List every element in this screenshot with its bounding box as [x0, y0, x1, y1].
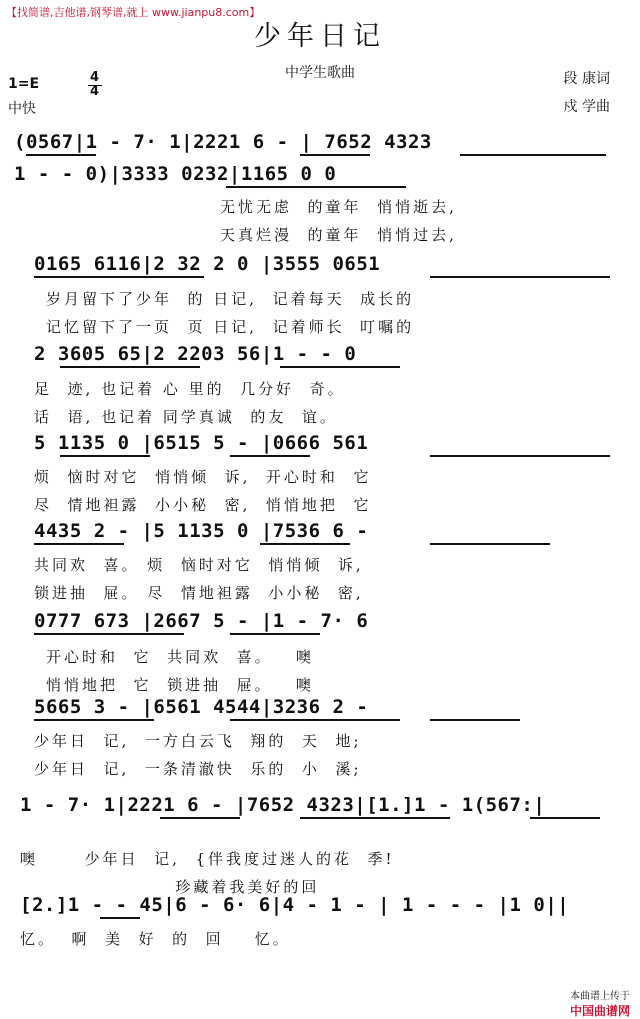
lyric-2-verse-2: 天真烂漫 的童年 悄悄过去,: [220, 226, 457, 244]
music-line-2: 1 - - 0)|3333 0232|1165 0 0: [14, 163, 337, 185]
lyric-4-verse-2: 话 语, 也记着 同学真诚 的友 谊。: [34, 408, 338, 426]
lyric-8-verse-2: 少年日 记, 一条清澈快 乐的 小 溪;: [34, 760, 362, 778]
lyric-8-verse-1: 少年日 记, 一方白云飞 翔的 天 地;: [34, 732, 362, 750]
music-line-7: 0777 673 |2667 5 - |1 - 7· 6: [34, 610, 369, 632]
beam: [260, 543, 350, 545]
beam: [460, 154, 606, 156]
lyric-2-verse-1: 无忧无虑 的童年 悄悄逝去,: [220, 198, 457, 216]
beam: [34, 633, 184, 635]
source-link[interactable]: 【找简谱,吉他谱,钢琴谱,就上 www.jianpu8.com】: [6, 6, 261, 19]
beam: [26, 154, 96, 156]
beam: [230, 455, 310, 457]
music-line-9: 1 - 7· 1|2221 6 - |7652 4323|[1.]1 - 1(567:|: [20, 794, 546, 816]
beam: [430, 719, 520, 721]
music-line-4: 2 3605 65|2 2203 56|1 - - 0: [34, 343, 357, 365]
lyric-3-verse-1: 岁月留下了少年 的 日记, 记着每天 成长的: [46, 290, 415, 308]
time-signature-top: 4: [90, 70, 100, 85]
composer-credit: 戍 学曲: [563, 99, 610, 115]
beam: [34, 719, 154, 721]
lyric-4-verse-1: 足 迹, 也记着 心 里的 几分好 奇。: [34, 380, 346, 398]
beam: [226, 186, 406, 188]
upload-note: 本曲谱上传于: [569, 991, 630, 1002]
music-line-5: 5 1135 0 |6515 5 - |0666 561: [34, 432, 369, 454]
music-line-8: 5665 3 - |6561 4544|3236 2 -: [34, 696, 369, 718]
beam: [280, 366, 400, 368]
key-signature: [8, 70, 108, 100]
music-line-10: [2.]1 - - 45|6 - 6· 6|4 - 1 - | 1 - - - |1 0||: [20, 894, 570, 916]
beam: [300, 154, 370, 156]
lyric-5-verse-1: 烦 恼时对它 悄悄倾 诉, 开心时和 它: [34, 468, 372, 486]
key-label: 1=E: [8, 76, 40, 92]
site-logo[interactable]: 中国曲谱网: [569, 1004, 630, 1018]
music-line-1: (0567|1 - 7· 1|2221 6 - | 7652 4323: [14, 131, 432, 153]
beam: [430, 276, 610, 278]
beam: [430, 543, 550, 545]
music-line-6: 4435 2 - |5 1135 0 |7536 6 -: [34, 520, 369, 542]
lyric-7-verse-2: 悄悄地把 它 锁进抽 屉。 噢: [46, 676, 314, 694]
tempo-marking: 中快: [8, 101, 36, 117]
beam: [300, 817, 450, 819]
beam: [530, 817, 600, 819]
lyric-3-verse-2: 记忆留下了一页 页 日记, 记着师长 叮嘱的: [46, 318, 415, 336]
footer: [564, 976, 630, 1019]
beam: [160, 817, 240, 819]
beam: [100, 917, 140, 919]
beam: [430, 455, 610, 457]
lyric-9-line-1: 噢 少年日 记, {伴我度过迷人的花 季!: [20, 850, 395, 868]
time-signature-bottom: 4: [90, 84, 100, 99]
song-title: 少年日记: [254, 21, 386, 52]
lyric-7-verse-1: 开心时和 它 共同欢 喜。 噢: [46, 648, 314, 666]
song-subtitle: 中学生歌曲: [285, 65, 355, 81]
lyric-6-verse-2: 锁进抽 屉。 尽 情地袒露 小小秘 密,: [34, 584, 364, 602]
lyric-5-verse-2: 尽 情地袒露 小小秘 密, 悄悄地把 它: [34, 496, 372, 514]
music-line-3: 0165 6116|2 32 2 0 |3555 0651: [34, 253, 381, 275]
lyric-6-verse-1: 共同欢 喜。 烦 恼时对它 悄悄倾 诉,: [34, 556, 364, 574]
beam: [60, 366, 200, 368]
beam: [60, 455, 150, 457]
lyric-10-line-1: 忆。 啊 美 好 的 回 忆。: [20, 930, 291, 948]
lyric-9-line-2: 珍藏着我美好的回: [20, 878, 320, 896]
beam: [230, 633, 320, 635]
beam: [34, 543, 124, 545]
beam: [34, 276, 204, 278]
beam: [230, 719, 400, 721]
lyricist-credit: 段 康词: [563, 71, 610, 87]
